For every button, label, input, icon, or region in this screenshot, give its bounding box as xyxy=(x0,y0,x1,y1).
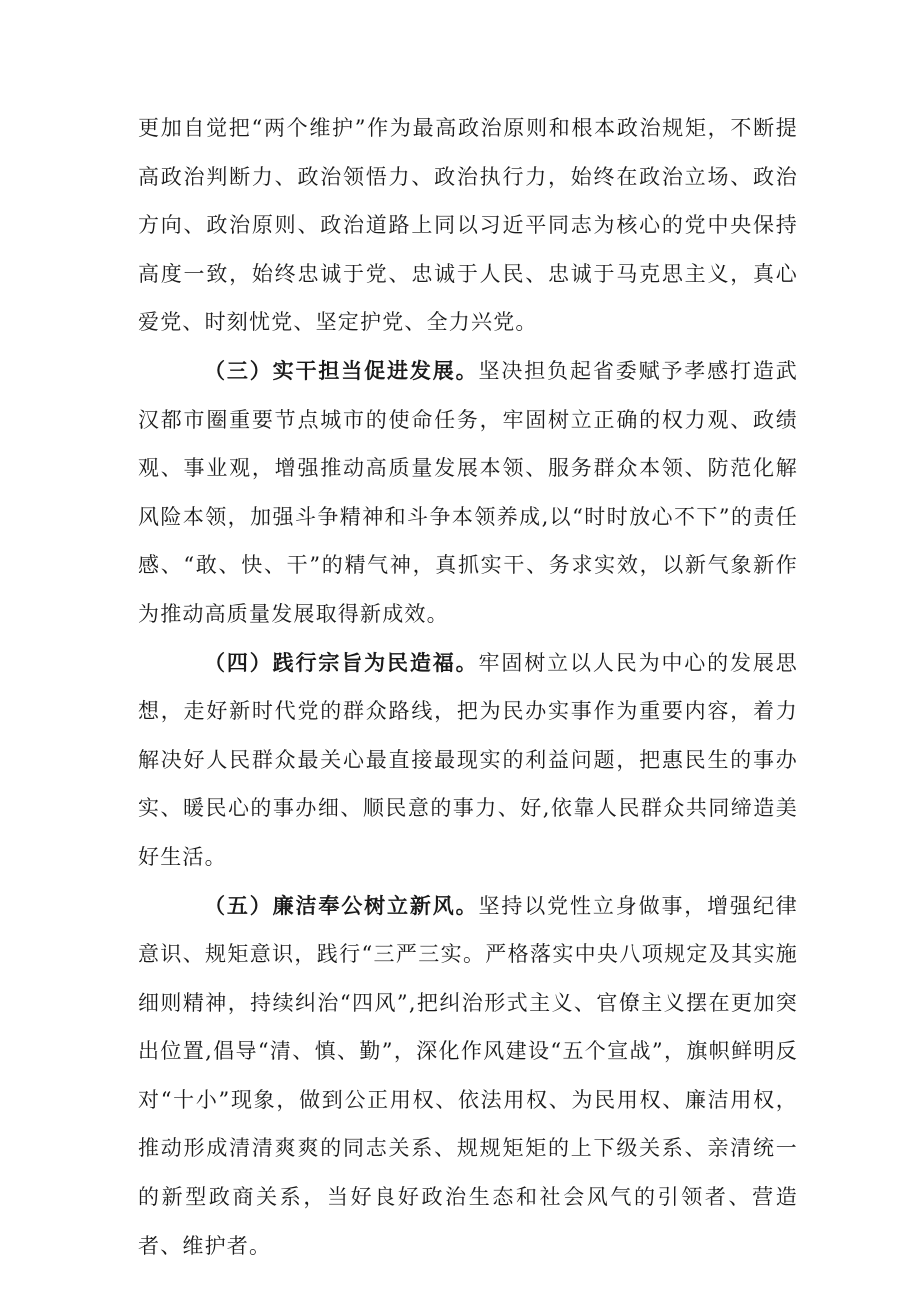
section-heading: （四）践行宗旨为民造福。 xyxy=(204,649,479,675)
paragraph-continuation xyxy=(138,104,798,347)
paragraph-text: 坚决担负起省委赋予孝感打造武汉都市圈重要节点城市的使命任务，牢固树立正确的权力观、政绩观、事业观，增强推动高质量发展本领、服务群众本领、防范化解风险本领，加强斗争精神和斗争本领养成,以“时时放心不下”的责任感、“敢、快、干”的精气神，真抓实干、务求实效，以新气象新作为推动高质量发展取得新成效。 xyxy=(138,358,798,626)
section-heading: （五）廉洁奉公树立新风。 xyxy=(204,892,479,918)
paragraph-text: 坚持以党性立身做事，增强纪律意识、规矩意识，践行“三严三实。严格落实中央八项规定及其实施细则精神，持续纠治“四风”,把纠治形式主义、官僚主义摆在更加突出位置,倡导“清、慎、勤”，深化作风建设“五个宣战”，旗帜鲜明反对“十小”现象，做到公正用权、依法用权、为民用权、廉洁用权，推动形成清清爽爽的同志关系、规规矩矩的上下级关系、亲清统一的新型政商关系，当好良好政治生态和社会风气的引领者、营造者、维护者。 xyxy=(138,893,798,1258)
paragraph-section-4 xyxy=(138,639,798,882)
paragraph-section-5 xyxy=(138,882,798,1271)
section-heading: （三）实干担当促进发展。 xyxy=(204,357,479,383)
paragraph-text: 牢固树立以人民为中心的发展思想，走好新时代党的群众路线，把为民办实事作为重要内容，着力解决好人民群众最关心最直接最现实的利益问题，把惠民生的事办实、暖民心的事办细、顺民意的事力、好,依靠人民群众共同缔造美好生活。 xyxy=(138,650,798,869)
paragraph-section-3 xyxy=(138,347,798,639)
paragraph-text: 更加自觉把“两个维护”作为最高政治原则和根本政治规矩，不断提高政治判断力、政治领悟力、政治执行力，始终在政治立场、政治方向、政治原则、政治道路上同以习近平同志为核心的党中央保持高度一致，始终忠诚于党、忠诚于人民、忠诚于马克思主义，真心爱党、时刻忧党、坚定护党、全力兴党。 xyxy=(138,116,798,335)
document-body xyxy=(138,104,798,1270)
